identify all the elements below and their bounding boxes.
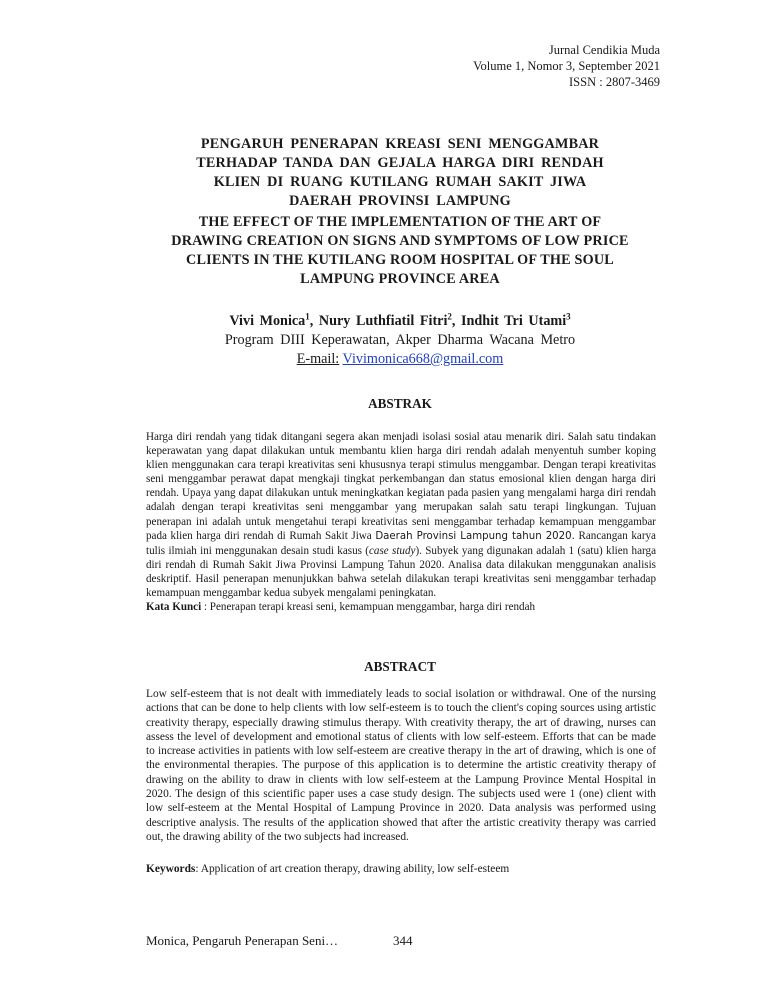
kata-kunci-text: : Penerapan terapi kreasi seni, kemampuan menggambar, harga diri rendah	[201, 601, 536, 614]
email-link[interactable]: Vivimonica668@gmail.com	[342, 351, 504, 367]
author-2: Nury Luthfiatil Fitri	[318, 313, 448, 329]
kata-kunci-label: Kata Kunci	[146, 601, 202, 614]
journal-name: Jurnal Cendikia Muda	[548, 43, 660, 57]
abstrak-text-1: Harga diri rendah yang tidak ditangani segera akan menjadi isolasi sosial atau menarik diri. Salah satu tindakan keperawatan yang dapat dilakukan untuk membantu klien harga diri rendah adalah menyentuh sumber koping klien menggunakan cara terapi kreativitas seni khususnya terapi stimulus menggambar. Dengan terapi kreativitas seni menggambar perawat dapat mengkaji tingkat perkembangan dan status emosional klien dengan harga diri rendah. Upaya yang dapat dilakukan untuk meningkatkan kegiatan pada pasien yang mengalami harga diri rendah adalah dengan terapi kreativitas seni menggambar yang merupakan salah satu terapi lingkungan. Tujuan penerapan ini adalah untuk mengetahui terapi kreativitas seni menggambar terhadap kemampuan menggambar pada klien harga diri rendah di Rumah Sakit Jiwa	[146, 431, 656, 542]
abstrak-heading: ABSTRAK	[368, 396, 432, 411]
abstract-heading: ABSTRACT	[364, 659, 436, 674]
title-id-line: DAERAH PROVINSI LAMPUNG	[289, 193, 511, 209]
abstrak-text-italic: case study	[368, 544, 416, 557]
author-3: Indhit Tri Utami	[461, 313, 567, 329]
keywords	[146, 862, 656, 876]
journal-volume: Volume 1, Nomor 3, September 2021	[473, 59, 660, 73]
abstrak-text-3: ). Subyek yang digunakan adalah 1 (satu) klien harga diri rendah di Rumah Sakit Jiwa Provinsi Lampung Tahun 2020. Analisa data dilakukan menggunakan analisis deskriptif. Hasil penerapan menunjukkan bahwa setelah dilakukan terapi kreativitas seni menggambar terhadap kemampuan menggambar kedua subyek mengalami peningkatan.	[146, 544, 656, 600]
email-line	[140, 350, 660, 369]
keywords-text: : Application of art creation therapy, drawing ability, low self-esteem	[195, 863, 510, 875]
email-label: E-mail:	[296, 351, 340, 367]
title-en-line: THE EFFECT OF THE IMPLEMENTATION OF THE ART OF	[198, 214, 602, 230]
title-id-line: KLIEN DI RUANG KUTILANG RUMAH SAKIT JIWA	[213, 174, 587, 190]
title-en-line: CLIENTS IN THE KUTILANG ROOM HOSPITAL OF THE SOUL	[186, 252, 614, 268]
author-block	[140, 312, 660, 369]
affiliation: Program DIII Keperawatan, Akper Dharma Wacana Metro	[224, 332, 576, 348]
author-3-affil-mark: 3	[566, 311, 571, 322]
page-number: 344	[393, 933, 413, 948]
keywords-label: Keywords	[146, 863, 196, 875]
abstract-body: Low self-esteem that is not dealt with immediately leads to social isolation or withdrawal. One of the nursing actions that can be done to help clients with low self-esteem is to touch the client's coping sources using artistic creativity therapy, especially drawing stimulus therapy. With creativity therapy, the art of drawing, nurses can assess the level of development and emotional status of clients with low self-esteem. Efforts that can be made to increase activities in patients with low self-esteem are creative therapy in the art of drawing, which is one of the environmental therapies. The purpose of this application is to determine the artistic creativity therapy of drawing on the ability to draw in clients with low self-esteem at the Lampung Province Mental Hospital in 2020. The design of this scientific paper uses a case study design. The subjects used were 1 (one) client with low self-esteem at the Mental Hospital of Lampung Province in 2020. Data analysis was performed using descriptive analysis. The results of the application showed that after the artistic creativity therapy was carried out, the drawing ability of the two subjects had increased.	[146, 688, 656, 843]
journal-header	[473, 42, 660, 90]
title-indonesian	[140, 135, 660, 211]
author-2-affil-mark: 2	[447, 311, 452, 322]
abstrak-text-2: Rancangan karya tulis ilmiah ini menggunakan desain studi kasus (	[146, 529, 656, 557]
kata-kunci	[146, 600, 656, 614]
title-id-line: PENGARUH PENERAPAN KREASI SENI MENGGAMBAR	[200, 136, 600, 152]
title-english	[140, 213, 660, 289]
title-en-line: LAMPUNG PROVINCE AREA	[300, 271, 500, 287]
author-1-affil-mark: 1	[305, 311, 310, 322]
journal-issn: ISSN : 2807-3469	[569, 75, 660, 89]
running-title: Monica, Pengaruh Penerapan Seni…	[146, 933, 339, 948]
author-names: Vivi Monica$^1$, Nury Luthfiatil Fitri$^2$, Indhit Tri Utami$^3$	[229, 311, 571, 329]
title-id-line: TERHADAP TANDA DAN GEJALA HARGA DIRI RENDAH	[196, 155, 604, 171]
abstrak-body	[146, 430, 656, 614]
author-1: Vivi Monica	[229, 313, 306, 329]
title-en-line: DRAWING CREATION ON SIGNS AND SYMPTOMS OF LOW PRICE	[171, 233, 629, 249]
abstrak-text-sans: Daerah Provinsi Lampung tahun 2020.	[375, 530, 575, 542]
